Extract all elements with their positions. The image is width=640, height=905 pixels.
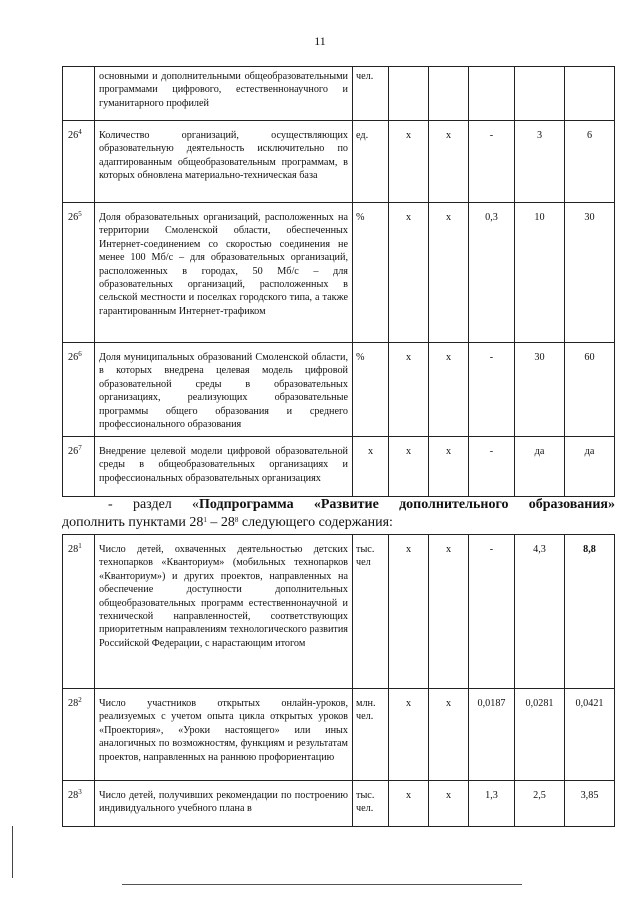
- table-row: [63, 67, 615, 121]
- value-cell: 3: [515, 121, 565, 203]
- unit-cell: х: [353, 437, 389, 497]
- row-number: $28^3$: [63, 781, 95, 827]
- value-cell: да: [515, 437, 565, 497]
- row-number: $26^5$: [63, 203, 95, 343]
- value-cell: 2,5: [515, 781, 565, 827]
- value-cell: х: [429, 203, 469, 343]
- row-number: $26^7$: [63, 437, 95, 497]
- value-cell: 6: [565, 121, 615, 203]
- value-cell: х: [389, 689, 429, 781]
- unit-cell: тыс. чел.: [353, 781, 389, 827]
- indicator-description: Количество организаций, осуществляющих образовательную деятельность исключительно по адаптированным общеобразовательным программам, в которых обновлена материально-техническая база: [95, 121, 353, 203]
- indicator-description: Число детей, получивших рекомендации по построению индивидуального учебного плана в: [95, 781, 353, 827]
- section-paragraph-line-2: дополнить пунктами $28^1 - 28^8$ следующего содержания:: [62, 515, 393, 530]
- value-cell: х: [429, 343, 469, 437]
- value-cell: -: [469, 343, 515, 437]
- unit-cell: млн. чел.: [353, 689, 389, 781]
- value-cell: х: [429, 535, 469, 689]
- unit-cell: %: [353, 343, 389, 437]
- value-cell: [565, 67, 615, 121]
- value-cell: 3,85: [565, 781, 615, 827]
- value-cell: -: [469, 121, 515, 203]
- value-cell: [389, 67, 429, 121]
- value-cell: 1,3: [469, 781, 515, 827]
- value-cell: [429, 67, 469, 121]
- row-number: $28^1$: [63, 535, 95, 689]
- table-row: [63, 535, 615, 689]
- value-cell: 30: [565, 203, 615, 343]
- value-cell: х: [429, 689, 469, 781]
- value-cell: 10: [515, 203, 565, 343]
- value-cell: [469, 67, 515, 121]
- value-cell: да: [565, 437, 615, 497]
- value-cell: х: [389, 437, 429, 497]
- value-cell: х: [429, 121, 469, 203]
- value-cell: 0,0421: [565, 689, 615, 781]
- value-cell: х: [429, 781, 469, 827]
- value-cell: 0,0187: [469, 689, 515, 781]
- indicator-description: основными и дополнительными общеобразовательными программами цифрового, естественнонаучного и гуманитарного профилей: [95, 67, 353, 121]
- value-cell: 8,8: [565, 535, 615, 689]
- table-row: [63, 437, 615, 497]
- indicators-table-1: [62, 66, 615, 497]
- value-cell: -: [469, 535, 515, 689]
- indicator-description: Доля муниципальных образований Смоленской области, в которых внедрена целевая модель цифровой образовательной среды в образовательных организациях, реализующих образовательные программы общего образования и среднего профессионального образования: [95, 343, 353, 437]
- row-number: $26^4$: [63, 121, 95, 203]
- indicator-description: Доля образовательных организаций, расположенных на территории Смоленской области, обеспеченных Интернет-соединением со скоростью соединения не менее 100 Мб/с – для образовательных организаций, расположенных в городах, 50 Мб/с – для образовательных организаций, расположенных в сельской местности и поселках городского типа, а также гарантированным Интернет-трафиком: [95, 203, 353, 343]
- value-cell: -: [469, 437, 515, 497]
- page-number: 11: [314, 34, 326, 48]
- value-cell: 30: [515, 343, 565, 437]
- unit-cell: ед.: [353, 121, 389, 203]
- value-cell: х: [389, 343, 429, 437]
- value-cell: 60: [565, 343, 615, 437]
- section-paragraph-line-1: - раздел «Подпрограмма «Развитие дополнительного образования»: [62, 496, 615, 513]
- value-cell: х: [429, 437, 469, 497]
- indicator-description: Число детей, охваченных деятельностью детских технопарков «Кванториум» (мобильных технопарков «Кванториум») и других проектов, направленных на обеспечение доступности дополнительных общеобразовательных программ естественнонаучной и технической направленностей, соответствующих приоритетным направлениям технологического развития Российской Федерации, с нарастающим итогом: [95, 535, 353, 689]
- value-cell: [515, 67, 565, 121]
- indicators-table-2: [62, 534, 615, 827]
- table-row: [63, 689, 615, 781]
- unit-cell: тыс. чел: [353, 535, 389, 689]
- indicator-description: Внедрение целевой модели цифровой образовательной среды в общеобразовательных организациях и профессиональных образовательных организациях: [95, 437, 353, 497]
- table-row: [63, 343, 615, 437]
- row-number: $28^2$: [63, 689, 95, 781]
- indicator-description: Число участников открытых онлайн-уроков, реализуемых с учетом опыта цикла открытых уроков «Проектория», «Уроки настоящего» или иных аналогичных по возможностям, функциям и результатам проектов, направленных на раннюю профориентацию: [95, 689, 353, 781]
- value-cell: 0,3: [469, 203, 515, 343]
- value-cell: х: [389, 203, 429, 343]
- table-row: [63, 781, 615, 827]
- table-row: [63, 121, 615, 203]
- unit-cell: чел.: [353, 67, 389, 121]
- value-cell: 0,0281: [515, 689, 565, 781]
- list-dash: -: [108, 497, 113, 512]
- unit-cell: %: [353, 203, 389, 343]
- row-number: $26^6$: [63, 343, 95, 437]
- value-cell: х: [389, 781, 429, 827]
- subprogram-title: Подпрограмма «Развитие дополнительного образования»: [199, 497, 615, 512]
- table-row: [63, 203, 615, 343]
- footer-rule: [122, 884, 522, 885]
- row-number: [63, 67, 95, 121]
- margin-mark: [12, 826, 13, 878]
- value-cell: х: [389, 535, 429, 689]
- value-cell: х: [389, 121, 429, 203]
- value-cell: 4,3: [515, 535, 565, 689]
